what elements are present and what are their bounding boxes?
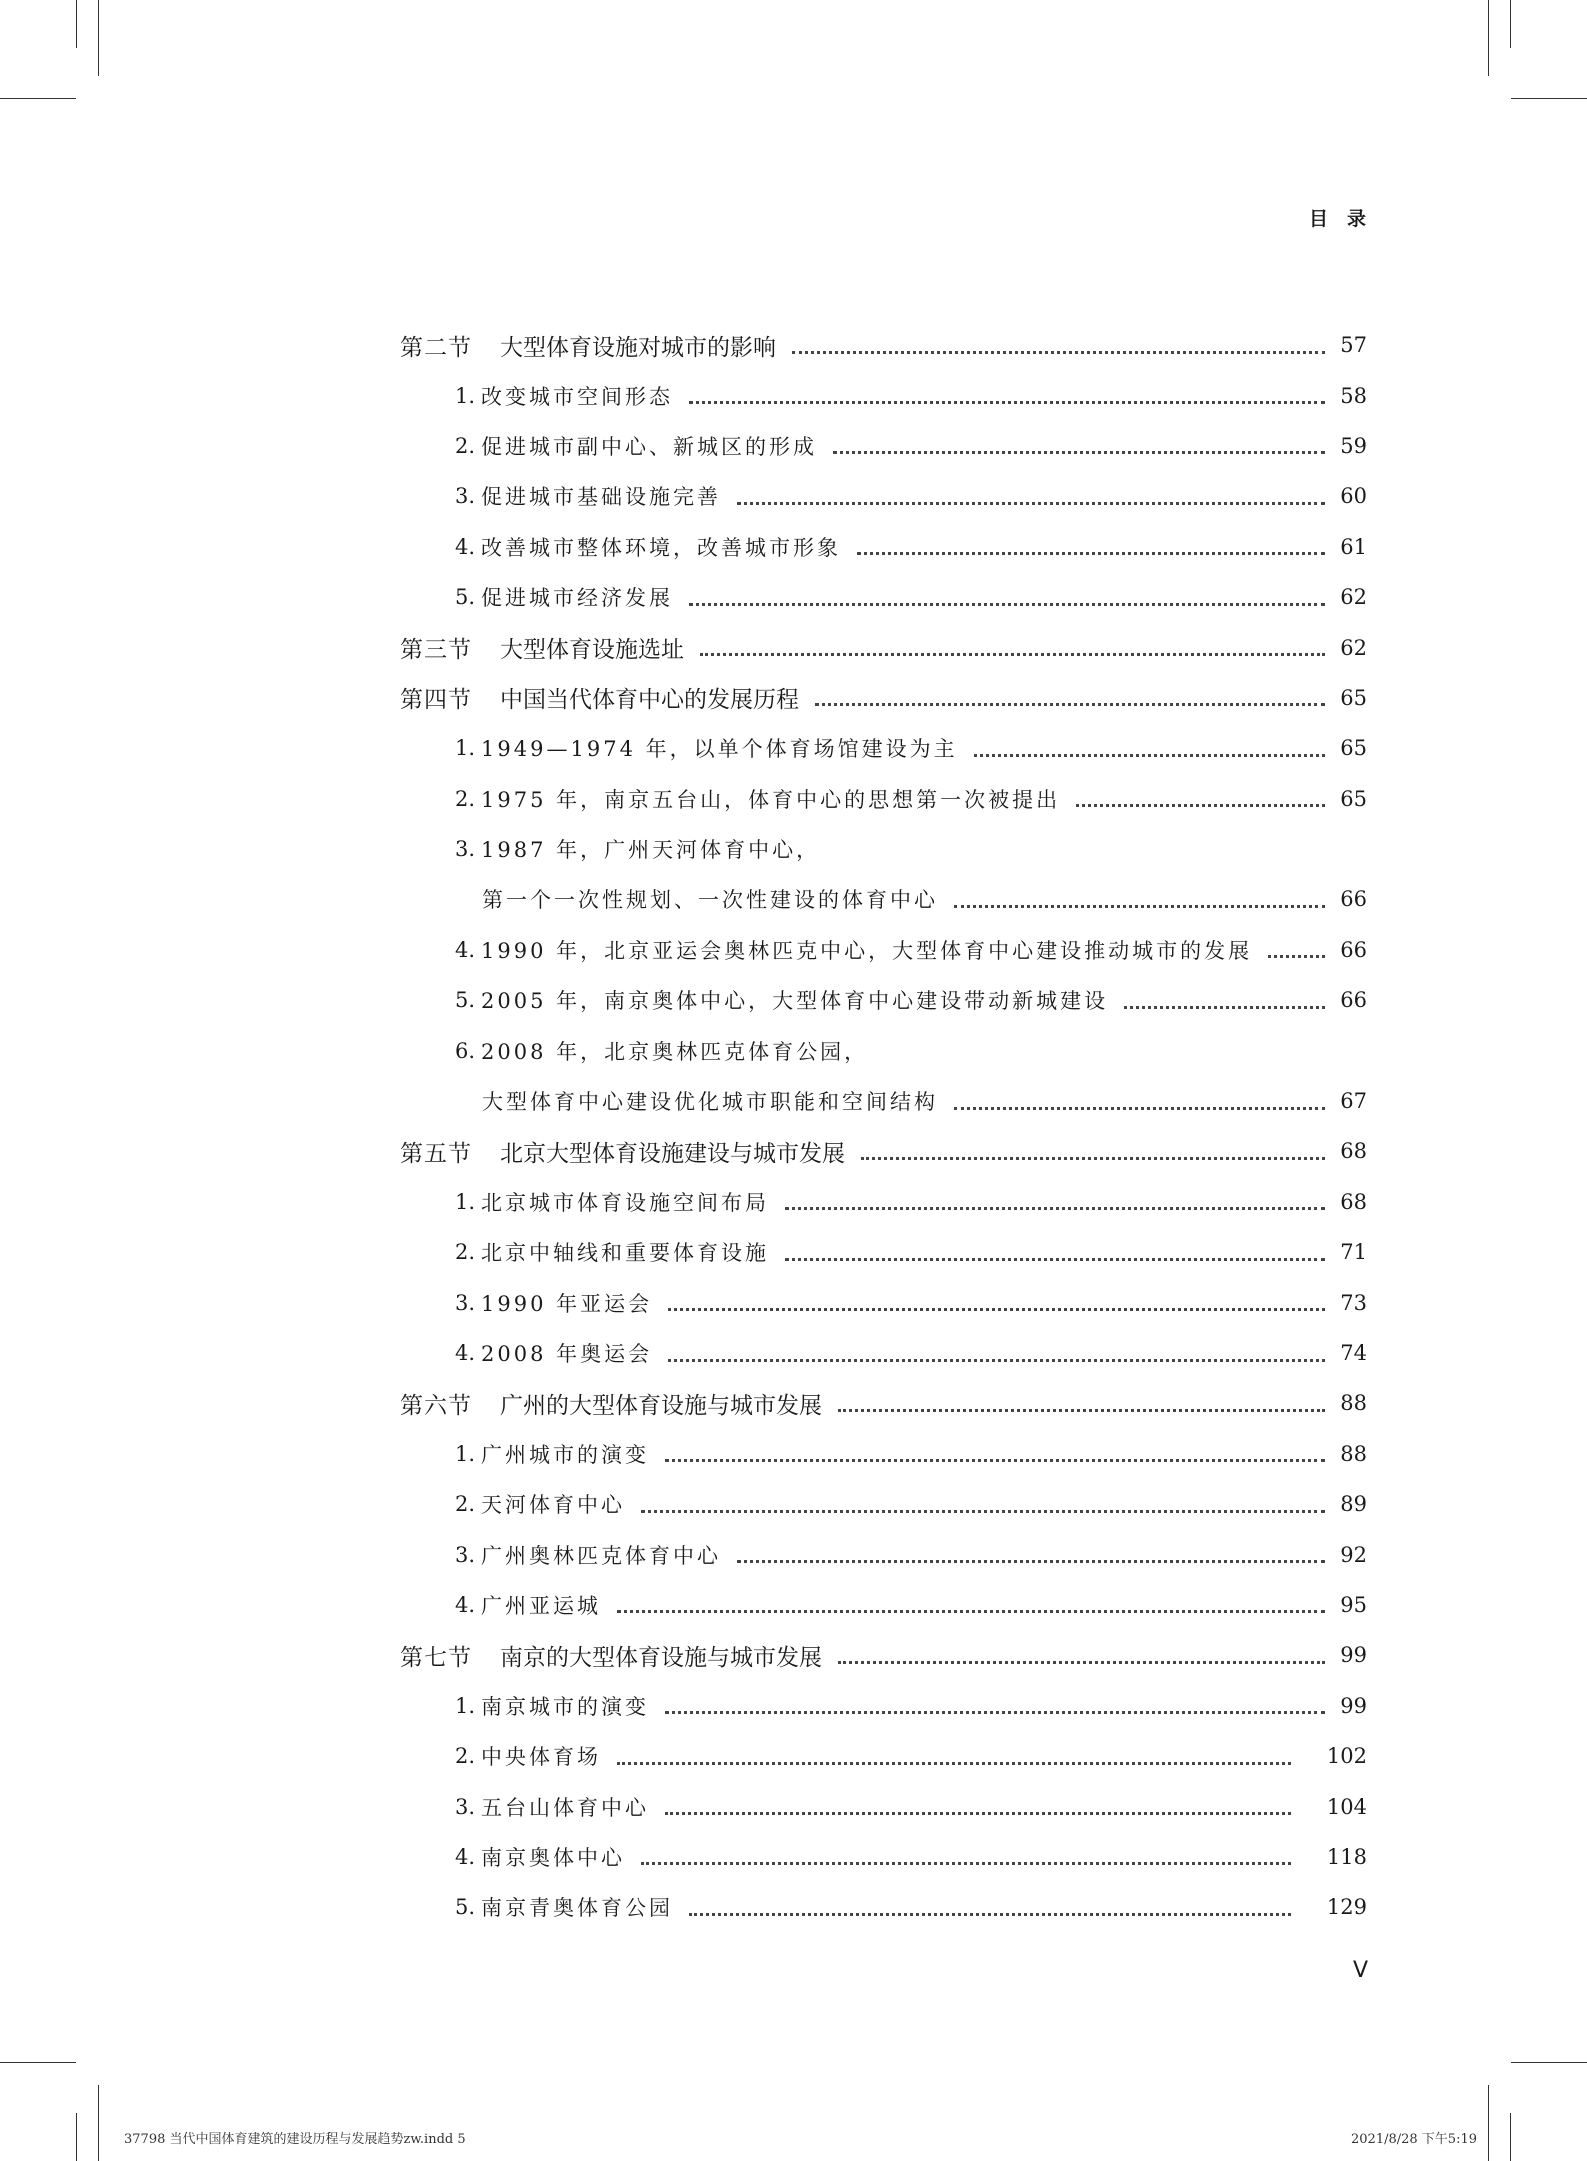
toc-page-number: 68 bbox=[1340, 1189, 1367, 1214]
toc-title: 2005 年，南京奥体中心，大型体育中心建设带动新城建设 bbox=[481, 989, 1109, 1014]
toc-title: 1949—1974 年，以单个体育场馆建设为主 bbox=[481, 737, 958, 762]
dot-leader bbox=[954, 903, 1325, 908]
toc-page-number: 61 bbox=[1340, 534, 1367, 559]
toc-entry[interactable] bbox=[400, 1177, 1367, 1227]
toc-item-number: 1. bbox=[455, 1189, 476, 1214]
toc-title: 2008 年奥运会 bbox=[481, 1342, 653, 1366]
toc-item-number: 2. bbox=[455, 786, 476, 811]
toc-title: 促进城市副中心、新城区的形成 bbox=[481, 434, 818, 459]
toc-entry[interactable] bbox=[400, 522, 1367, 572]
toc-title: 大型体育设施选址 bbox=[500, 637, 684, 664]
toc-title: 北京大型体育设施建设与城市发展 bbox=[500, 1140, 845, 1167]
toc-page-number: 59 bbox=[1340, 433, 1367, 458]
dot-leader bbox=[785, 1256, 1325, 1261]
toc-entry[interactable] bbox=[400, 572, 1367, 622]
dot-leader bbox=[838, 1407, 1325, 1412]
toc-entry[interactable] bbox=[400, 1681, 1367, 1731]
toc-entry[interactable] bbox=[400, 673, 1367, 723]
toc-page-number: 118 bbox=[1326, 1844, 1367, 1869]
toc-item-number: 4. bbox=[455, 1341, 476, 1365]
running-header bbox=[1291, 204, 1367, 231]
toc-entry[interactable] bbox=[400, 1781, 1367, 1831]
crop-mark bbox=[76, 0, 77, 48]
dot-leader bbox=[668, 1357, 1325, 1362]
dot-leader bbox=[668, 1306, 1325, 1311]
dot-leader bbox=[1076, 802, 1325, 807]
toc-page-number: 66 bbox=[1340, 937, 1367, 962]
crop-mark bbox=[1510, 2113, 1511, 2161]
dot-leader bbox=[1124, 1004, 1325, 1009]
toc-item-number: 3. bbox=[455, 1290, 476, 1315]
toc-item-number: 1. bbox=[455, 383, 476, 408]
toc-page-number: 71 bbox=[1340, 1240, 1367, 1265]
crop-mark bbox=[1510, 0, 1511, 48]
print-slug-file: 37798 当代中国体育建筑的建设历程与发展趋势zw.indd 5 bbox=[124, 2132, 466, 2147]
toc-title: 广州的大型体育设施与城市发展 bbox=[500, 1392, 822, 1419]
toc-item-number: 1. bbox=[455, 1441, 476, 1466]
toc-title: 五台山体育中心 bbox=[481, 1795, 650, 1820]
toc-entry[interactable] bbox=[400, 1580, 1367, 1630]
toc-page-number: 66 bbox=[1340, 988, 1367, 1013]
toc-entry[interactable] bbox=[400, 874, 1367, 924]
toc-title: 第一个一次性规划、一次性建设的体育中心 bbox=[482, 888, 938, 913]
toc-title: 南京奥体中心 bbox=[481, 1845, 626, 1870]
toc-page-number: 99 bbox=[1340, 1643, 1367, 1668]
toc-page-number: 65 bbox=[1340, 736, 1367, 761]
dot-leader bbox=[833, 449, 1325, 454]
toc-item-number: 4. bbox=[455, 1844, 476, 1869]
toc-page-number: 65 bbox=[1340, 786, 1367, 811]
crop-mark bbox=[1511, 98, 1587, 99]
toc-item-number: 4. bbox=[455, 937, 476, 962]
toc-section-label: 第五节 bbox=[400, 1140, 472, 1167]
toc-page-number: 129 bbox=[1326, 1895, 1367, 1920]
dot-leader bbox=[792, 349, 1325, 354]
toc-page-number: 104 bbox=[1326, 1794, 1367, 1819]
toc-section-label: 第三节 bbox=[400, 637, 472, 664]
toc-title: 广州奥林匹克体育中心 bbox=[481, 1543, 722, 1568]
dot-leader bbox=[857, 550, 1325, 555]
toc-title: 中央体育场 bbox=[481, 1745, 602, 1770]
crop-mark bbox=[1511, 2062, 1587, 2063]
toc-page-number: 62 bbox=[1340, 585, 1367, 610]
crop-mark bbox=[0, 2062, 76, 2063]
toc-entry[interactable] bbox=[400, 1832, 1367, 1882]
toc-entry[interactable] bbox=[400, 1277, 1367, 1327]
toc-entry[interactable] bbox=[400, 1227, 1367, 1277]
toc-title: 广州亚运城 bbox=[481, 1593, 602, 1618]
dot-leader bbox=[689, 601, 1325, 606]
toc-item-number: 5. bbox=[455, 585, 476, 610]
dot-leader bbox=[815, 701, 1325, 706]
dot-leader bbox=[689, 399, 1325, 404]
toc-title: 大型体育设施对城市的影响 bbox=[500, 334, 776, 361]
toc-entry[interactable] bbox=[400, 1025, 1367, 1075]
dot-leader bbox=[641, 1508, 1325, 1513]
toc-entry[interactable] bbox=[400, 925, 1367, 975]
toc-entry[interactable] bbox=[400, 1429, 1367, 1479]
toc-item-number: 5. bbox=[455, 988, 476, 1013]
crop-mark bbox=[98, 0, 99, 76]
toc-page-number: 92 bbox=[1340, 1542, 1367, 1567]
toc-item-number: 6. bbox=[455, 1038, 476, 1063]
dot-leader bbox=[700, 651, 1325, 656]
toc-page-number: 95 bbox=[1340, 1592, 1367, 1617]
toc-title: 大型体育中心建设优化城市职能和空间结构 bbox=[482, 1090, 938, 1115]
toc-entry[interactable] bbox=[400, 1529, 1367, 1579]
toc-entry[interactable] bbox=[400, 622, 1367, 672]
toc-item-number: 2. bbox=[455, 1240, 476, 1265]
toc-title: 北京中轴线和重要体育设施 bbox=[481, 1241, 770, 1266]
header-char: 目 bbox=[1308, 208, 1329, 230]
toc-item-number: 1. bbox=[455, 736, 476, 761]
crop-mark bbox=[1488, 0, 1489, 76]
toc-page-number: 66 bbox=[1340, 887, 1367, 912]
toc-entry[interactable] bbox=[400, 471, 1367, 521]
toc-page-number: 68 bbox=[1340, 1139, 1367, 1164]
toc-entry[interactable] bbox=[400, 421, 1367, 471]
page-number: V bbox=[1353, 1958, 1369, 1983]
toc-page-number: 62 bbox=[1340, 635, 1367, 660]
toc-page-number: 74 bbox=[1340, 1341, 1367, 1365]
crop-mark bbox=[0, 98, 76, 99]
toc-item-number: 2. bbox=[455, 1492, 476, 1517]
toc-title: 1990 年亚运会 bbox=[481, 1291, 653, 1316]
dot-leader bbox=[954, 1105, 1325, 1110]
toc-page-number: 88 bbox=[1340, 1441, 1367, 1466]
toc-entry[interactable] bbox=[400, 1328, 1367, 1378]
toc-entry[interactable] bbox=[400, 975, 1367, 1025]
toc-entry[interactable] bbox=[400, 1882, 1367, 1932]
toc-title: 促进城市经济发展 bbox=[481, 586, 674, 611]
toc-title: 1990 年，北京亚运会奥林匹克中心，大型体育中心建设推动城市的发展 bbox=[481, 938, 1253, 963]
toc-page-number: 67 bbox=[1340, 1089, 1367, 1114]
crop-mark bbox=[76, 2113, 77, 2161]
dot-leader bbox=[861, 1155, 1325, 1160]
dot-leader bbox=[641, 1860, 1291, 1865]
crop-mark bbox=[1488, 2085, 1489, 2161]
toc-title: 天河体育中心 bbox=[481, 1493, 626, 1518]
dot-leader bbox=[617, 1608, 1325, 1613]
toc-section-label: 第二节 bbox=[400, 334, 472, 361]
toc-item-number: 3. bbox=[455, 837, 476, 862]
toc-title: 南京青奥体育公园 bbox=[481, 1896, 674, 1921]
toc-section-label: 第六节 bbox=[400, 1392, 472, 1419]
toc-entry[interactable] bbox=[400, 824, 1367, 874]
toc-entry[interactable] bbox=[400, 320, 1367, 370]
toc-page-number: 65 bbox=[1340, 685, 1367, 710]
dot-leader bbox=[737, 500, 1325, 505]
toc-page-number: 89 bbox=[1340, 1492, 1367, 1517]
dot-leader bbox=[617, 1760, 1291, 1765]
toc-section-label: 第四节 bbox=[400, 687, 472, 714]
toc-item-number: 3. bbox=[455, 484, 476, 509]
toc-item-number: 3. bbox=[455, 1542, 476, 1567]
toc-page-number: 88 bbox=[1340, 1391, 1367, 1416]
dot-leader bbox=[785, 1205, 1325, 1210]
toc-title: 南京的大型体育设施与城市发展 bbox=[500, 1644, 822, 1671]
toc-entry[interactable] bbox=[400, 370, 1367, 420]
toc-item-number: 3. bbox=[455, 1794, 476, 1819]
toc-title: 2008 年，北京奥林匹克体育公园， bbox=[481, 1039, 869, 1064]
toc-title: 1975 年，南京五台山，体育中心的思想第一次被提出 bbox=[481, 787, 1061, 812]
toc-entry[interactable] bbox=[400, 774, 1367, 824]
toc-title: 1987 年，广州天河体育中心， bbox=[481, 838, 821, 863]
toc-entry[interactable] bbox=[400, 1076, 1367, 1126]
toc-entry[interactable] bbox=[400, 1126, 1367, 1176]
table-of-contents bbox=[400, 320, 1367, 1933]
toc-title: 促进城市基础设施完善 bbox=[481, 485, 722, 510]
dot-leader bbox=[1268, 953, 1325, 958]
toc-item-number: 2. bbox=[455, 1744, 476, 1769]
toc-title: 中国当代体育中心的发展历程 bbox=[500, 687, 799, 714]
header-char: 录 bbox=[1346, 208, 1367, 230]
toc-item-number: 2. bbox=[455, 433, 476, 458]
toc-entry[interactable] bbox=[400, 1731, 1367, 1781]
dot-leader bbox=[838, 1659, 1325, 1664]
dot-leader bbox=[737, 1558, 1325, 1563]
toc-title: 广州城市的演变 bbox=[481, 1442, 650, 1467]
toc-item-number: 1. bbox=[455, 1693, 476, 1718]
toc-section-label: 第七节 bbox=[400, 1644, 472, 1671]
dot-leader bbox=[974, 752, 1325, 757]
toc-entry[interactable] bbox=[400, 723, 1367, 773]
crop-mark bbox=[98, 2085, 99, 2161]
toc-page-number: 60 bbox=[1340, 484, 1367, 509]
toc-page-number: 102 bbox=[1326, 1744, 1367, 1769]
toc-item-number: 4. bbox=[455, 1592, 476, 1617]
toc-entry[interactable] bbox=[400, 1479, 1367, 1529]
dot-leader bbox=[665, 1709, 1325, 1714]
toc-page-number: 99 bbox=[1340, 1693, 1367, 1718]
toc-entry[interactable] bbox=[400, 1378, 1367, 1428]
toc-page-number: 57 bbox=[1340, 333, 1367, 358]
dot-leader bbox=[689, 1911, 1291, 1916]
toc-title: 北京城市体育设施空间布局 bbox=[481, 1190, 770, 1215]
toc-title: 南京城市的演变 bbox=[481, 1694, 650, 1719]
toc-item-number: 5. bbox=[455, 1895, 476, 1920]
toc-title: 改变城市空间形态 bbox=[481, 384, 674, 409]
toc-title: 改善城市整体环境，改善城市形象 bbox=[481, 535, 842, 560]
toc-page-number: 58 bbox=[1340, 383, 1367, 408]
toc-page-number: 73 bbox=[1340, 1290, 1367, 1315]
dot-leader bbox=[665, 1810, 1291, 1815]
dot-leader bbox=[665, 1457, 1325, 1462]
toc-item-number: 4. bbox=[455, 534, 476, 559]
print-slug-date: 2021/8/28 下午5:19 bbox=[1351, 2132, 1477, 2147]
toc-entry[interactable] bbox=[400, 1630, 1367, 1680]
